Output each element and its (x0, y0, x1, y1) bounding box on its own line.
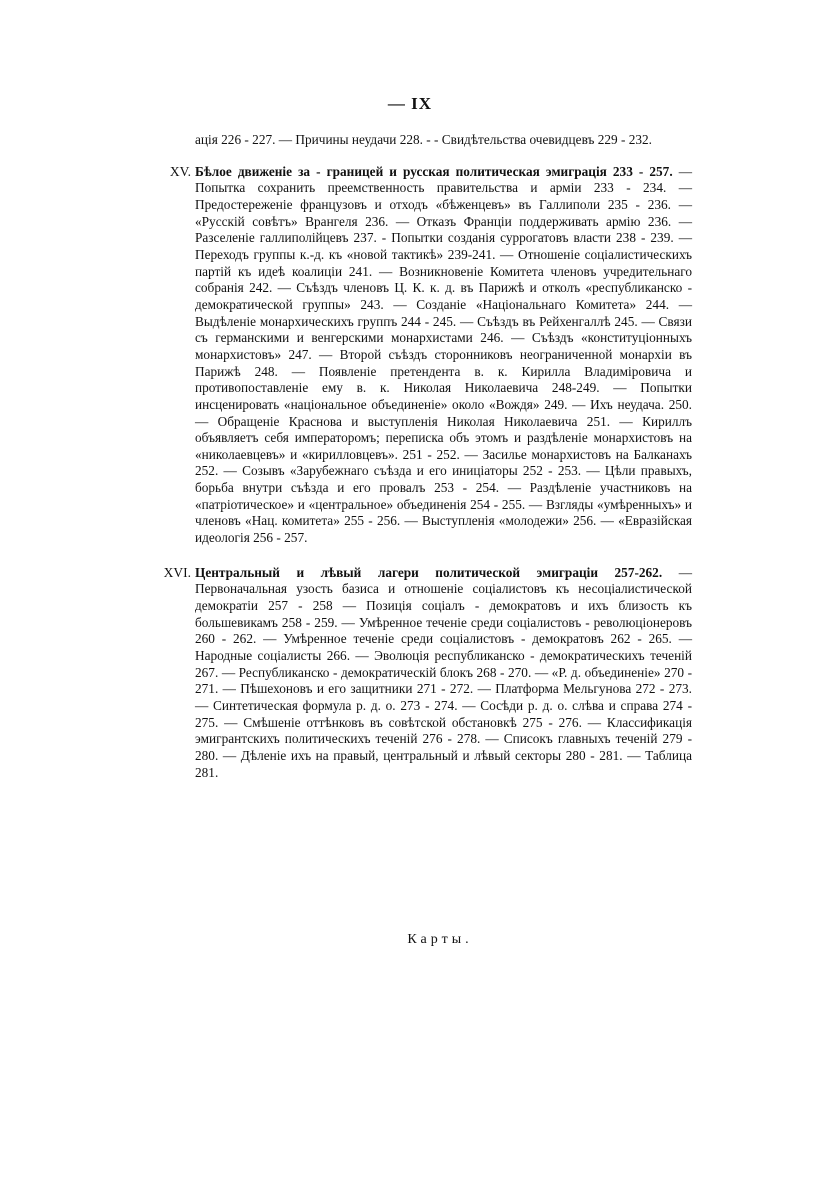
section-text: — Попытка сохранить преемственность правительства и арміи 233 - 234. — Предостереженіе французовъ и отходъ «бѣженцевъ» въ Галлиполи 235 - 236. — «Русскій совѣтъ» Врангеля 236. — Отказъ Франціи поддерживать армію 236. — Разселеніе галлиполійцевъ 237. - Попытки созданія суррогатовъ власти 238 - 239. — Переходъ группы к.-д. къ «новой тактикѣ» 239-241. — Отношеніе соціалистическихъ партій къ идеѣ коалиціи 241. — Возникновеніе Комитета членовъ учредительнаго собранія 242. — Съѣздъ членовъ Ц. К. к. д. въ Парижѣ и отколъ «республиканско - демократической группы» 243. — Созданіе «Національнаго Комитета» 244. — Выдѣленіе монархическихъ группъ 244 - 245. — Съѣздъ въ Рейхенгаллѣ 245. — Связи съ германскими и венгерскими монархистами 246. — Съѣздъ «конституціонныхъ монархистовъ» 247. — Второй съѣздъ сторонниковъ неограниченной монархіи въ Парижѣ 248. — Появленіе претендента в. к. Кирилла Владиміровича и противопоставленіе ему в. к. Николая Николаевича 248-249. — Попытки инсценировать «національное объединеніе» около «Вождя» 249. — Ихъ неудача. 250. — Обращеніе Краснова и выступленія Николая Николаевича 251. — Кириллъ объявляетъ себя императоромъ; переписка объ этомъ и раздѣленіе монархистовъ на «николаевцевъ» и «кирилловцевъ». 251 - 252. — Засилье монархистовъ на Балканахъ 252. — Созывъ «Зарубежнаго съѣзда и его иниціаторы 252 - 253. — Цѣли правыхъ, борьба внутри съѣзда и его провалъ 253 - 254. — Раздѣленіе участниковъ на «патріотическое» и «центральное» объединенія 254 - 255. — Взгляды «умѣренныхъ» и членовъ «Нац. комитета» 255 - 256. — Выступленія «молодежи» 256. — «Евразійская идеологія 256 - 257. (195, 163, 693, 546)
section-xvi (163, 564, 692, 782)
maps-heading: Карты. (407, 932, 473, 947)
section-text: — Первоначальная узость базиса и отношеніе соціалистовъ къ несоціалистической демократіи 257 - 258 — Позиція соціалъ - демократовъ и ихъ близость къ большевикамъ 258 - 259. — Умѣренное теченіе среди соціалистовъ - революціонеровъ 260 - 262. — Умѣренное теченіе среди соціалистовъ - демократовъ 262 - 265. — Народные соціалисты 266. — Эволюція республиканско - демократическихъ теченій 267. — Республиканско - демократическій блокъ 268 - 270. — «Р. д. объединеніе» 270 - 271. — Пѣшехоновъ и его защитники 271 - 272. — Платформа Мельгунова 272 - 273. — Синтетическая формула р. д. о. 273 - 274. — Сосѣди р. д. о. слѣва и справа 274 - 275. — Смѣшеніе оттѣнковъ въ совѣтской обстановкѣ 275 - 276. — Классификація эмигрантскихъ политическихъ теченій 276 - 278. — Списокъ главныхъ теченій 279 - 280. — Дѣленіе ихъ на правый, центральный и лѣвый секторы 280 - 281. — Таблица 281. (195, 564, 692, 780)
section-body (195, 565, 692, 782)
section-title: Центральный и лѣвый лагери политической эмиграціи 257-262. (195, 564, 663, 580)
page-number: — IX (387, 94, 433, 113)
section-xv (169, 163, 693, 547)
section-title: Бѣлое движеніе за - границей и русская политическая эмиграція 233 - 257. (195, 163, 673, 179)
section-body (195, 164, 692, 547)
table-of-contents (163, 132, 693, 781)
continuation-entry (195, 132, 692, 149)
continuation-text: ація 226 - 227. — Причины неудачи 228. - - Свидѣтельства очевидцевъ 229 - 232. (195, 132, 653, 147)
section-numeral: XV. (169, 163, 191, 179)
section-numeral: XVI. (163, 564, 191, 580)
